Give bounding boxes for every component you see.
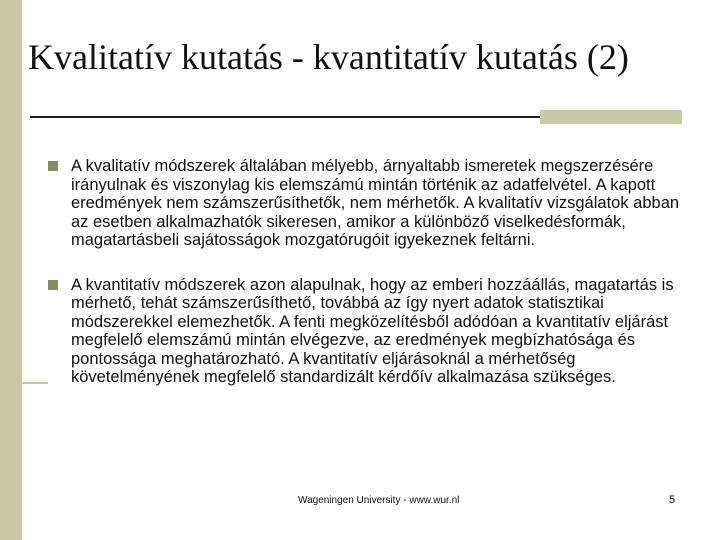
title-underline xyxy=(30,116,540,118)
bullet-text: A kvalitatív módszerek általában mélyebb, árnyaltabb ismeretek megszerzésére irányulnak és viszonylag kis elemszámú mintán történik az adatfelvétel. A kapott eredmények nem számszerűsíthetők, nem mérhetők. A kvalitatív vizsgálatok abban az esetben alkalmazhatók sikeresen, amikor a különböző viselkedésformák, magatartásbeli sajátosságok mozgatórugóit igyekeznek feltárni. xyxy=(71,157,680,249)
bullet-item-qualitative xyxy=(48,157,688,250)
slide-footer: Wageningen University - www.wur.nl xyxy=(298,495,460,506)
slide-title: Kvalitatív kutatás - kvantitatív kutatás (2) xyxy=(28,37,629,77)
title-accent-bar xyxy=(540,110,682,124)
bullet-item-quantitative xyxy=(48,276,688,387)
bullet-list xyxy=(48,157,688,387)
bullet-text: A kvantitatív módszerek azon alapulnak, hogy az emberi hozzáállás, magatartás is mérhető, tehát számszerűsíthető, továbbá az így nyert adatok statisztikai módszerekkel elemezhetők. A fenti megközelítésből adódóan a kvantitatív eljárást megfelelő elemszámú mintán elvégezve, az eredmények megbízhatósága és pontossága meghatározható. A kvantitatív eljárásoknál a mérhetőség követelményének megfelelő standardizált kérdőív alkalmazása szükséges. xyxy=(71,275,674,386)
left-accent-tick xyxy=(0,382,48,384)
square-bullet-icon xyxy=(48,161,58,171)
left-accent-band xyxy=(0,0,22,540)
square-bullet-icon xyxy=(48,280,58,290)
page-number: 5 xyxy=(669,494,676,506)
